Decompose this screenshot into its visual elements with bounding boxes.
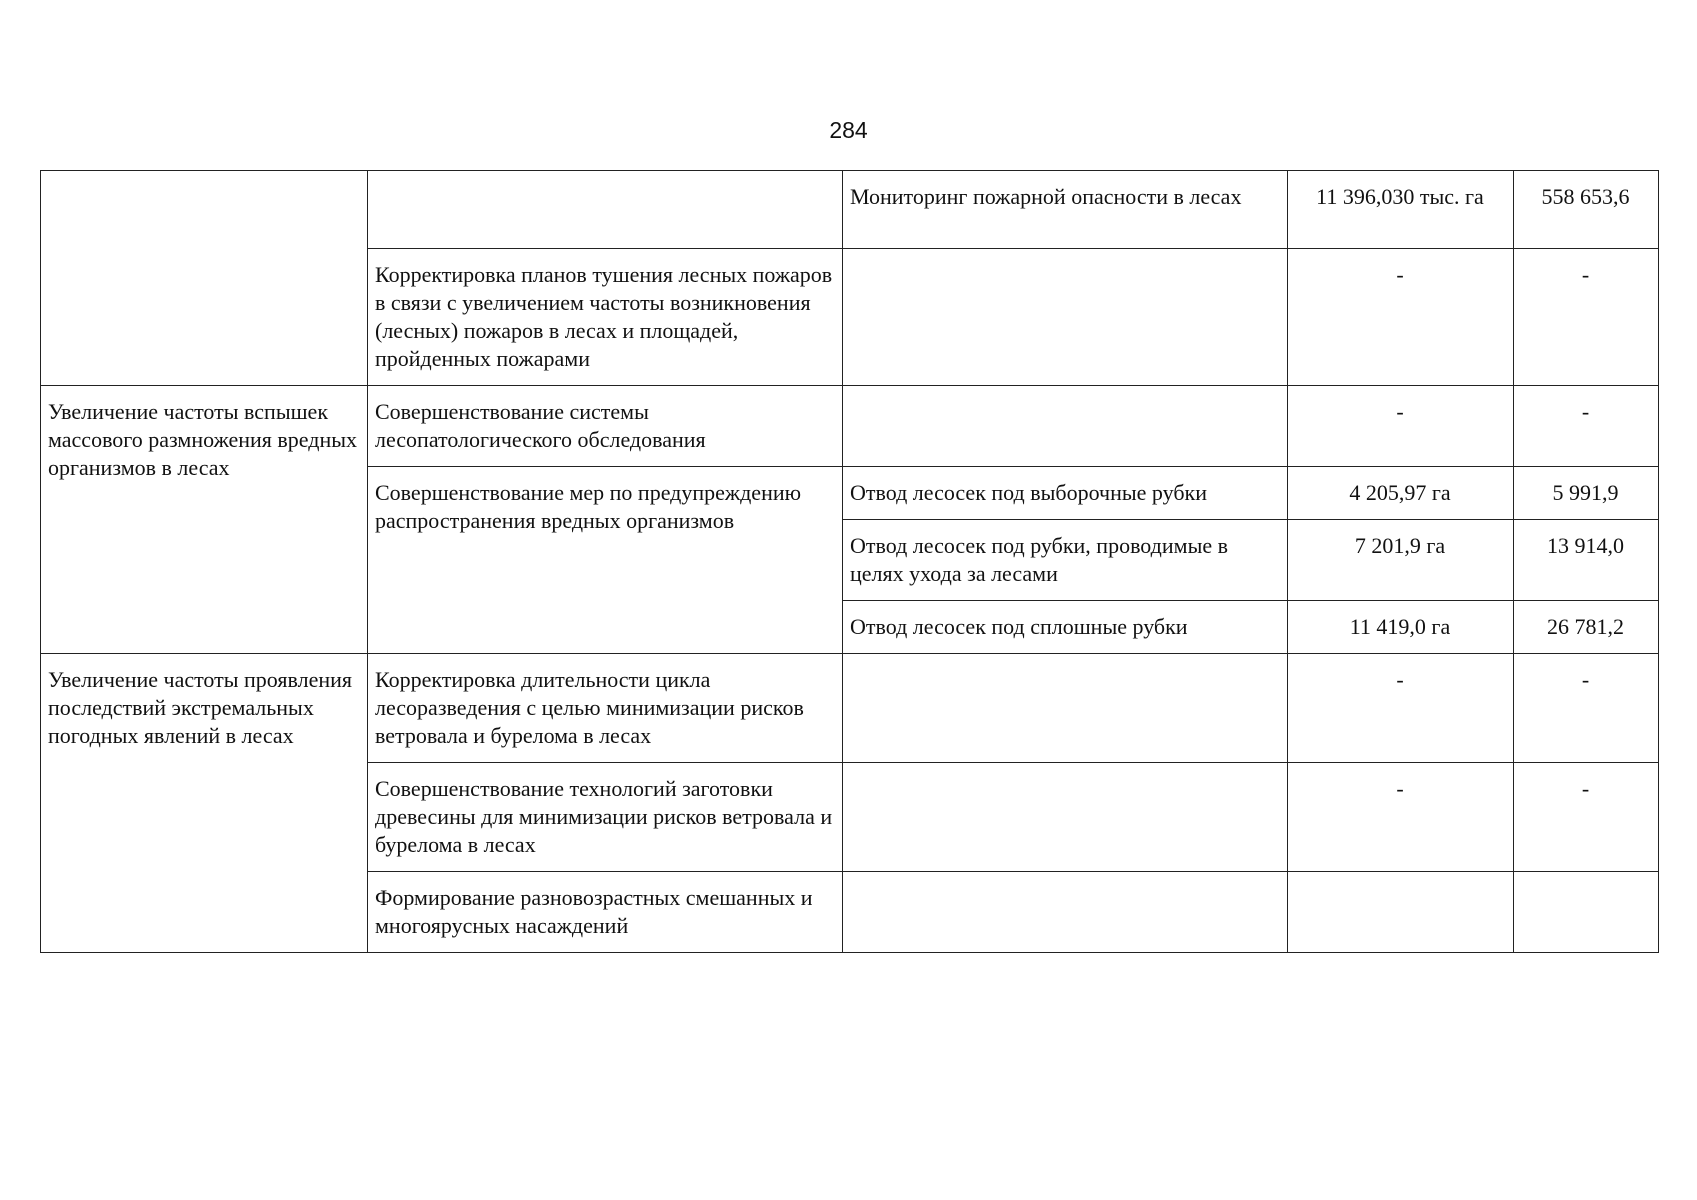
cost-cell: - xyxy=(1514,763,1659,872)
activity-cell xyxy=(843,654,1288,763)
cost-cell: - xyxy=(1514,654,1659,763)
measure-cell: Совершенствование системы лесопатологического обследования xyxy=(368,386,843,467)
page-number: 284 xyxy=(829,117,868,143)
cost-cell xyxy=(1514,872,1659,953)
activity-cell xyxy=(843,249,1288,386)
volume-cell: 11 419,0 га xyxy=(1288,601,1514,654)
measure-cell: Формирование разновозрастных смешанных и многоярусных насаждений xyxy=(368,872,843,953)
measure-cell: Корректировка длительности цикла лесоразведения с целью минимизации рисков ветровала и бурелома в лесах xyxy=(368,654,843,763)
volume-cell: 4 205,97 га xyxy=(1288,467,1514,520)
activity-cell: Отвод лесосек под выборочные рубки xyxy=(843,467,1288,520)
volume-cell: - xyxy=(1288,763,1514,872)
activity-cell xyxy=(843,872,1288,953)
volume-cell: - xyxy=(1288,249,1514,386)
cost-cell: 558 653,6 xyxy=(1514,171,1659,249)
risk-cell: Увеличение частоты проявления последствий экстремальных погодных явлений в лесах xyxy=(41,654,368,953)
measure-cell: Корректировка планов тушения лесных пожаров в связи с увеличением частоты возникновения (лесных) пожаров в лесах и площадей, пройденных пожарами xyxy=(368,249,843,386)
table-row xyxy=(41,654,1659,763)
activity-cell xyxy=(843,386,1288,467)
measure-cell: Совершенствование технологий заготовки древесины для минимизации рисков ветровала и бурелома в лесах xyxy=(368,763,843,872)
cost-cell: - xyxy=(1514,386,1659,467)
activity-cell: Отвод лесосек под сплошные рубки xyxy=(843,601,1288,654)
risk-cell xyxy=(41,171,368,386)
activity-cell: Мониторинг пожарной опасности в лесах xyxy=(843,171,1288,249)
cost-cell: 26 781,2 xyxy=(1514,601,1659,654)
table-row xyxy=(41,171,1659,249)
activity-cell xyxy=(843,763,1288,872)
cost-cell: 13 914,0 xyxy=(1514,520,1659,601)
volume-cell xyxy=(1288,872,1514,953)
measure-cell: Совершенствование мер по предупреждению распространения вредных организмов xyxy=(368,467,843,654)
volume-cell: 11 396,030 тыс. га xyxy=(1288,171,1514,249)
cost-cell: 5 991,9 xyxy=(1514,467,1659,520)
measures-table xyxy=(40,170,1659,953)
volume-cell: - xyxy=(1288,386,1514,467)
activity-cell: Отвод лесосек под рубки, проводимые в целях ухода за лесами xyxy=(843,520,1288,601)
risk-cell: Увеличение частоты вспышек массового размножения вредных организмов в лесах xyxy=(41,386,368,654)
cost-cell: - xyxy=(1514,249,1659,386)
table-row xyxy=(41,386,1659,467)
measure-cell xyxy=(368,171,843,249)
volume-cell: 7 201,9 га xyxy=(1288,520,1514,601)
volume-cell: - xyxy=(1288,654,1514,763)
